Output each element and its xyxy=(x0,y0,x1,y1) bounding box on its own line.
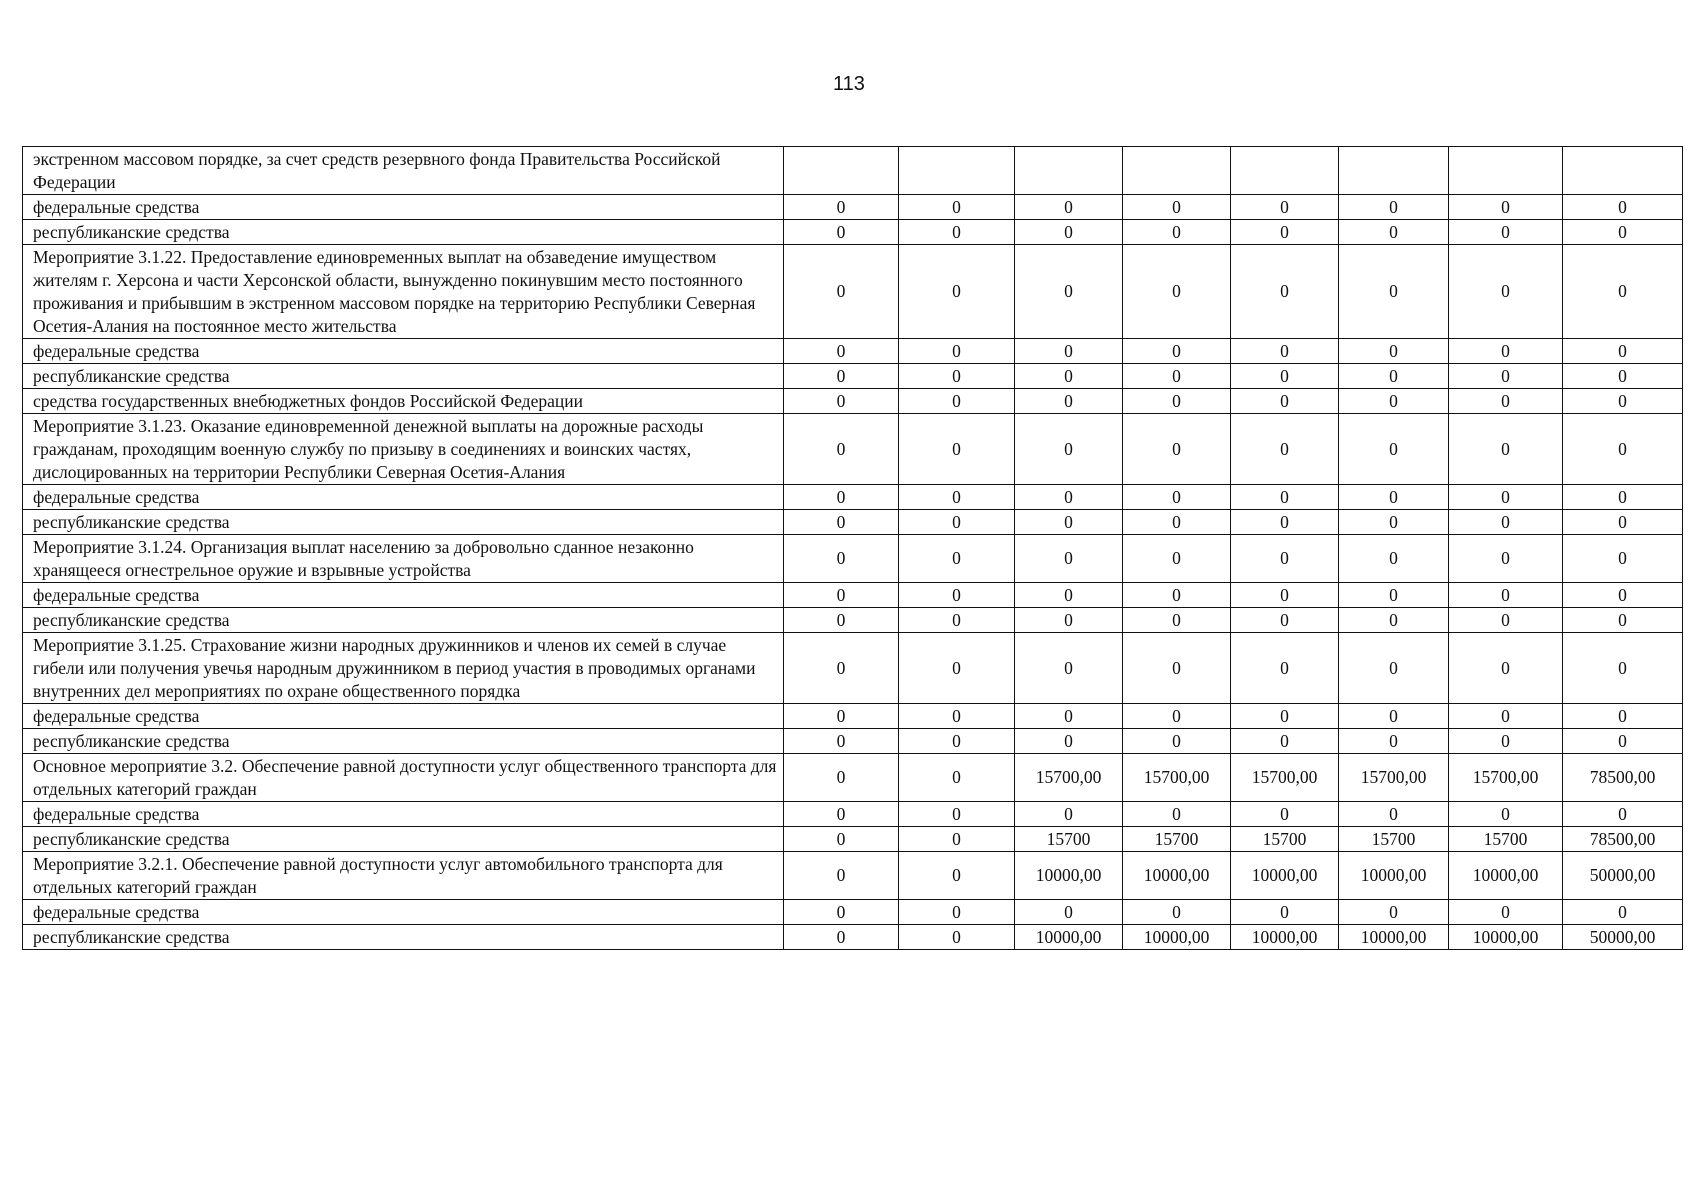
value-cell: 10000,00 xyxy=(1015,925,1123,950)
value-cell: 78500,00 xyxy=(1563,827,1683,852)
table-row xyxy=(23,729,1683,754)
value-cell: 0 xyxy=(1339,633,1449,704)
value-cell: 0 xyxy=(899,195,1015,220)
value-cell: 0 xyxy=(1015,339,1123,364)
value-cell: 0 xyxy=(899,510,1015,535)
value-cell xyxy=(1231,147,1339,195)
value-cell: 0 xyxy=(784,827,899,852)
value-cell: 0 xyxy=(1563,195,1683,220)
value-cell: 0 xyxy=(1123,900,1231,925)
value-cell: 0 xyxy=(1231,535,1339,583)
value-cell: 15700 xyxy=(1015,827,1123,852)
value-cell: 0 xyxy=(1231,245,1339,339)
value-cell: 15700,00 xyxy=(1231,754,1339,802)
value-cell: 0 xyxy=(784,364,899,389)
value-cell: 0 xyxy=(1339,535,1449,583)
value-cell: 0 xyxy=(1231,414,1339,485)
value-cell: 10000,00 xyxy=(1339,852,1449,900)
value-cell: 0 xyxy=(1231,339,1339,364)
value-cell: 0 xyxy=(899,220,1015,245)
value-cell: 0 xyxy=(784,220,899,245)
value-cell: 0 xyxy=(1449,729,1563,754)
row-label: федеральные средства xyxy=(23,583,784,608)
value-cell: 0 xyxy=(1339,220,1449,245)
value-cell: 0 xyxy=(899,827,1015,852)
value-cell: 0 xyxy=(1231,195,1339,220)
value-cell xyxy=(1563,147,1683,195)
value-cell: 0 xyxy=(1563,485,1683,510)
value-cell: 0 xyxy=(1449,704,1563,729)
value-cell: 0 xyxy=(899,900,1015,925)
table-row xyxy=(23,389,1683,414)
value-cell: 0 xyxy=(1339,704,1449,729)
value-cell: 0 xyxy=(899,704,1015,729)
value-cell: 0 xyxy=(1015,583,1123,608)
value-cell: 0 xyxy=(1231,608,1339,633)
value-cell: 0 xyxy=(1123,633,1231,704)
value-cell: 0 xyxy=(1231,220,1339,245)
value-cell: 0 xyxy=(1123,339,1231,364)
value-cell: 0 xyxy=(899,925,1015,950)
row-label: республиканские средства xyxy=(23,925,784,950)
value-cell xyxy=(1123,147,1231,195)
value-cell: 0 xyxy=(1123,802,1231,827)
value-cell: 0 xyxy=(1015,535,1123,583)
value-cell: 15700,00 xyxy=(1123,754,1231,802)
value-cell: 0 xyxy=(1339,900,1449,925)
value-cell: 0 xyxy=(1339,608,1449,633)
row-label: средства государственных внебюджетных фондов Российской Федерации xyxy=(23,389,784,414)
value-cell: 0 xyxy=(1123,485,1231,510)
value-cell: 0 xyxy=(899,535,1015,583)
row-label: республиканские средства xyxy=(23,827,784,852)
value-cell: 0 xyxy=(1449,633,1563,704)
value-cell: 0 xyxy=(1015,485,1123,510)
table-row xyxy=(23,485,1683,510)
value-cell: 0 xyxy=(1015,510,1123,535)
value-cell: 0 xyxy=(1449,900,1563,925)
row-label: федеральные средства xyxy=(23,485,784,510)
table-row xyxy=(23,195,1683,220)
value-cell: 0 xyxy=(784,729,899,754)
value-cell: 0 xyxy=(1015,245,1123,339)
value-cell: 0 xyxy=(1563,608,1683,633)
value-cell: 0 xyxy=(784,414,899,485)
value-cell: 0 xyxy=(784,510,899,535)
value-cell: 0 xyxy=(784,900,899,925)
table-row xyxy=(23,852,1683,900)
value-cell: 10000,00 xyxy=(1339,925,1449,950)
value-cell: 0 xyxy=(1123,389,1231,414)
table-row xyxy=(23,827,1683,852)
value-cell xyxy=(784,147,899,195)
table-row xyxy=(23,754,1683,802)
value-cell: 0 xyxy=(784,339,899,364)
value-cell: 15700 xyxy=(1449,827,1563,852)
value-cell: 10000,00 xyxy=(1231,852,1339,900)
value-cell: 0 xyxy=(1563,364,1683,389)
table-row xyxy=(23,583,1683,608)
value-cell: 0 xyxy=(899,852,1015,900)
value-cell: 0 xyxy=(1563,510,1683,535)
value-cell: 15700,00 xyxy=(1449,754,1563,802)
value-cell: 0 xyxy=(784,389,899,414)
value-cell: 0 xyxy=(1563,535,1683,583)
value-cell: 0 xyxy=(1231,389,1339,414)
value-cell: 10000,00 xyxy=(1123,852,1231,900)
value-cell: 15700 xyxy=(1123,827,1231,852)
value-cell: 0 xyxy=(899,339,1015,364)
value-cell: 0 xyxy=(1563,729,1683,754)
value-cell: 0 xyxy=(1231,583,1339,608)
table-row xyxy=(23,925,1683,950)
value-cell: 0 xyxy=(1015,633,1123,704)
value-cell: 0 xyxy=(1563,389,1683,414)
value-cell: 0 xyxy=(1339,485,1449,510)
table-row xyxy=(23,900,1683,925)
value-cell: 0 xyxy=(1123,535,1231,583)
value-cell: 15700 xyxy=(1231,827,1339,852)
value-cell: 0 xyxy=(1015,414,1123,485)
value-cell: 0 xyxy=(1339,245,1449,339)
value-cell: 0 xyxy=(1563,583,1683,608)
value-cell: 0 xyxy=(899,389,1015,414)
value-cell: 0 xyxy=(1015,704,1123,729)
value-cell: 0 xyxy=(1449,414,1563,485)
value-cell: 0 xyxy=(784,195,899,220)
value-cell: 0 xyxy=(1449,195,1563,220)
value-cell: 0 xyxy=(784,704,899,729)
value-cell: 0 xyxy=(1123,245,1231,339)
value-cell: 0 xyxy=(1231,510,1339,535)
value-cell: 0 xyxy=(1449,583,1563,608)
table-row xyxy=(23,535,1683,583)
table-row xyxy=(23,608,1683,633)
value-cell: 0 xyxy=(1015,195,1123,220)
value-cell: 0 xyxy=(1339,729,1449,754)
row-label: федеральные средства xyxy=(23,339,784,364)
value-cell: 15700,00 xyxy=(1339,754,1449,802)
value-cell: 0 xyxy=(1563,414,1683,485)
value-cell: 0 xyxy=(1231,802,1339,827)
value-cell: 0 xyxy=(1563,704,1683,729)
value-cell: 0 xyxy=(1449,220,1563,245)
value-cell xyxy=(1449,147,1563,195)
value-cell: 0 xyxy=(1339,339,1449,364)
value-cell: 0 xyxy=(899,802,1015,827)
value-cell: 10000,00 xyxy=(1449,925,1563,950)
value-cell: 0 xyxy=(1231,633,1339,704)
value-cell: 0 xyxy=(1449,364,1563,389)
value-cell: 0 xyxy=(1231,729,1339,754)
value-cell: 0 xyxy=(1339,510,1449,535)
value-cell: 0 xyxy=(1449,535,1563,583)
value-cell: 0 xyxy=(1015,220,1123,245)
row-label: республиканские средства xyxy=(23,364,784,389)
row-label: Основное мероприятие 3.2. Обеспечение равной доступности услуг общественного транспорта для отдельных категорий граждан xyxy=(23,754,784,802)
value-cell: 0 xyxy=(784,245,899,339)
table-row xyxy=(23,220,1683,245)
value-cell: 0 xyxy=(899,485,1015,510)
value-cell: 0 xyxy=(1015,729,1123,754)
value-cell: 0 xyxy=(1563,900,1683,925)
value-cell: 0 xyxy=(784,754,899,802)
value-cell: 0 xyxy=(1015,802,1123,827)
value-cell: 15700,00 xyxy=(1015,754,1123,802)
value-cell: 0 xyxy=(899,583,1015,608)
value-cell: 0 xyxy=(784,583,899,608)
value-cell: 0 xyxy=(1231,704,1339,729)
value-cell xyxy=(899,147,1015,195)
value-cell xyxy=(1339,147,1449,195)
value-cell: 0 xyxy=(1123,583,1231,608)
value-cell: 0 xyxy=(1123,729,1231,754)
value-cell: 0 xyxy=(1015,364,1123,389)
value-cell: 0 xyxy=(1339,389,1449,414)
value-cell: 0 xyxy=(1231,900,1339,925)
value-cell: 0 xyxy=(1231,364,1339,389)
row-label: федеральные средства xyxy=(23,195,784,220)
value-cell: 0 xyxy=(1563,633,1683,704)
value-cell: 0 xyxy=(1231,485,1339,510)
row-label: республиканские средства xyxy=(23,608,784,633)
value-cell: 0 xyxy=(1015,389,1123,414)
value-cell: 0 xyxy=(1339,583,1449,608)
value-cell: 0 xyxy=(1339,364,1449,389)
value-cell: 0 xyxy=(1449,510,1563,535)
value-cell: 0 xyxy=(899,608,1015,633)
value-cell: 10000,00 xyxy=(1231,925,1339,950)
value-cell: 0 xyxy=(1123,510,1231,535)
value-cell: 0 xyxy=(1563,339,1683,364)
value-cell: 0 xyxy=(1449,389,1563,414)
value-cell: 0 xyxy=(899,414,1015,485)
value-cell: 50000,00 xyxy=(1563,852,1683,900)
value-cell: 0 xyxy=(1449,245,1563,339)
row-label: Мероприятие 3.1.25. Страхование жизни народных дружинников и членов их семей в случае гибели или получения увечья народным дружинником в период участия в проводимых органами внутренних дел мероприятиях по охране общественного порядка xyxy=(23,633,784,704)
value-cell: 10000,00 xyxy=(1123,925,1231,950)
value-cell: 0 xyxy=(1123,220,1231,245)
value-cell xyxy=(1015,147,1123,195)
row-label: Мероприятие 3.2.1. Обеспечение равной доступности услуг автомобильного транспорта для отдельных категорий граждан xyxy=(23,852,784,900)
value-cell: 0 xyxy=(1123,414,1231,485)
value-cell: 10000,00 xyxy=(1449,852,1563,900)
value-cell: 0 xyxy=(1339,414,1449,485)
value-cell: 0 xyxy=(899,364,1015,389)
value-cell: 0 xyxy=(1449,485,1563,510)
value-cell: 0 xyxy=(1339,195,1449,220)
row-label: республиканские средства xyxy=(23,220,784,245)
value-cell: 0 xyxy=(1123,195,1231,220)
value-cell: 0 xyxy=(1339,802,1449,827)
table-row xyxy=(23,510,1683,535)
row-label: федеральные средства xyxy=(23,900,784,925)
value-cell: 0 xyxy=(1449,802,1563,827)
value-cell: 0 xyxy=(1015,900,1123,925)
value-cell: 0 xyxy=(1563,245,1683,339)
value-cell: 0 xyxy=(1449,608,1563,633)
value-cell: 0 xyxy=(1123,364,1231,389)
value-cell: 0 xyxy=(784,852,899,900)
table-row xyxy=(23,147,1683,195)
value-cell: 10000,00 xyxy=(1015,852,1123,900)
value-cell: 0 xyxy=(1449,339,1563,364)
row-label: федеральные средства xyxy=(23,802,784,827)
value-cell: 0 xyxy=(1563,220,1683,245)
table-body xyxy=(23,147,1683,950)
value-cell: 0 xyxy=(784,485,899,510)
value-cell: 0 xyxy=(784,802,899,827)
value-cell: 0 xyxy=(784,633,899,704)
value-cell: 0 xyxy=(1123,608,1231,633)
value-cell: 0 xyxy=(899,754,1015,802)
table-row xyxy=(23,704,1683,729)
value-cell: 15700 xyxy=(1339,827,1449,852)
table-row xyxy=(23,339,1683,364)
row-label: республиканские средства xyxy=(23,510,784,535)
value-cell: 0 xyxy=(1563,802,1683,827)
row-label: федеральные средства xyxy=(23,704,784,729)
value-cell: 0 xyxy=(784,535,899,583)
value-cell: 0 xyxy=(899,729,1015,754)
table-row xyxy=(23,245,1683,339)
value-cell: 0 xyxy=(1123,704,1231,729)
table-row xyxy=(23,414,1683,485)
page-number: 113 xyxy=(833,73,865,95)
row-label: Мероприятие 3.1.22. Предоставление единовременных выплат на обзаведение имуществом жителям г. Херсона и части Херсонской области, вынужденно покинувшим место постоянного проживания и прибывшим в экстренном массовом порядке на территорию Республики Северная Осетия-Алания на постоянное место жительства xyxy=(23,245,784,339)
table-row xyxy=(23,364,1683,389)
value-cell: 0 xyxy=(899,245,1015,339)
budget-table xyxy=(22,146,1683,950)
table-row xyxy=(23,802,1683,827)
value-cell: 50000,00 xyxy=(1563,925,1683,950)
value-cell: 0 xyxy=(784,608,899,633)
row-label: экстренном массовом порядке, за счет средств резервного фонда Правительства Российской Федерации xyxy=(23,147,784,195)
row-label: республиканские средства xyxy=(23,729,784,754)
value-cell: 0 xyxy=(784,925,899,950)
row-label: Мероприятие 3.1.24. Организация выплат населению за добровольно сданное незаконно хранящееся огнестрельное оружие и взрывные устройства xyxy=(23,535,784,583)
value-cell: 78500,00 xyxy=(1563,754,1683,802)
row-label: Мероприятие 3.1.23. Оказание единовременной денежной выплаты на дорожные расходы гражданам, проходящим военную службу по призыву в соединениях и воинских частях, дислоцированных на территории Республики Северная Осетия-Алания xyxy=(23,414,784,485)
table-row xyxy=(23,633,1683,704)
value-cell: 0 xyxy=(1015,608,1123,633)
value-cell: 0 xyxy=(899,633,1015,704)
